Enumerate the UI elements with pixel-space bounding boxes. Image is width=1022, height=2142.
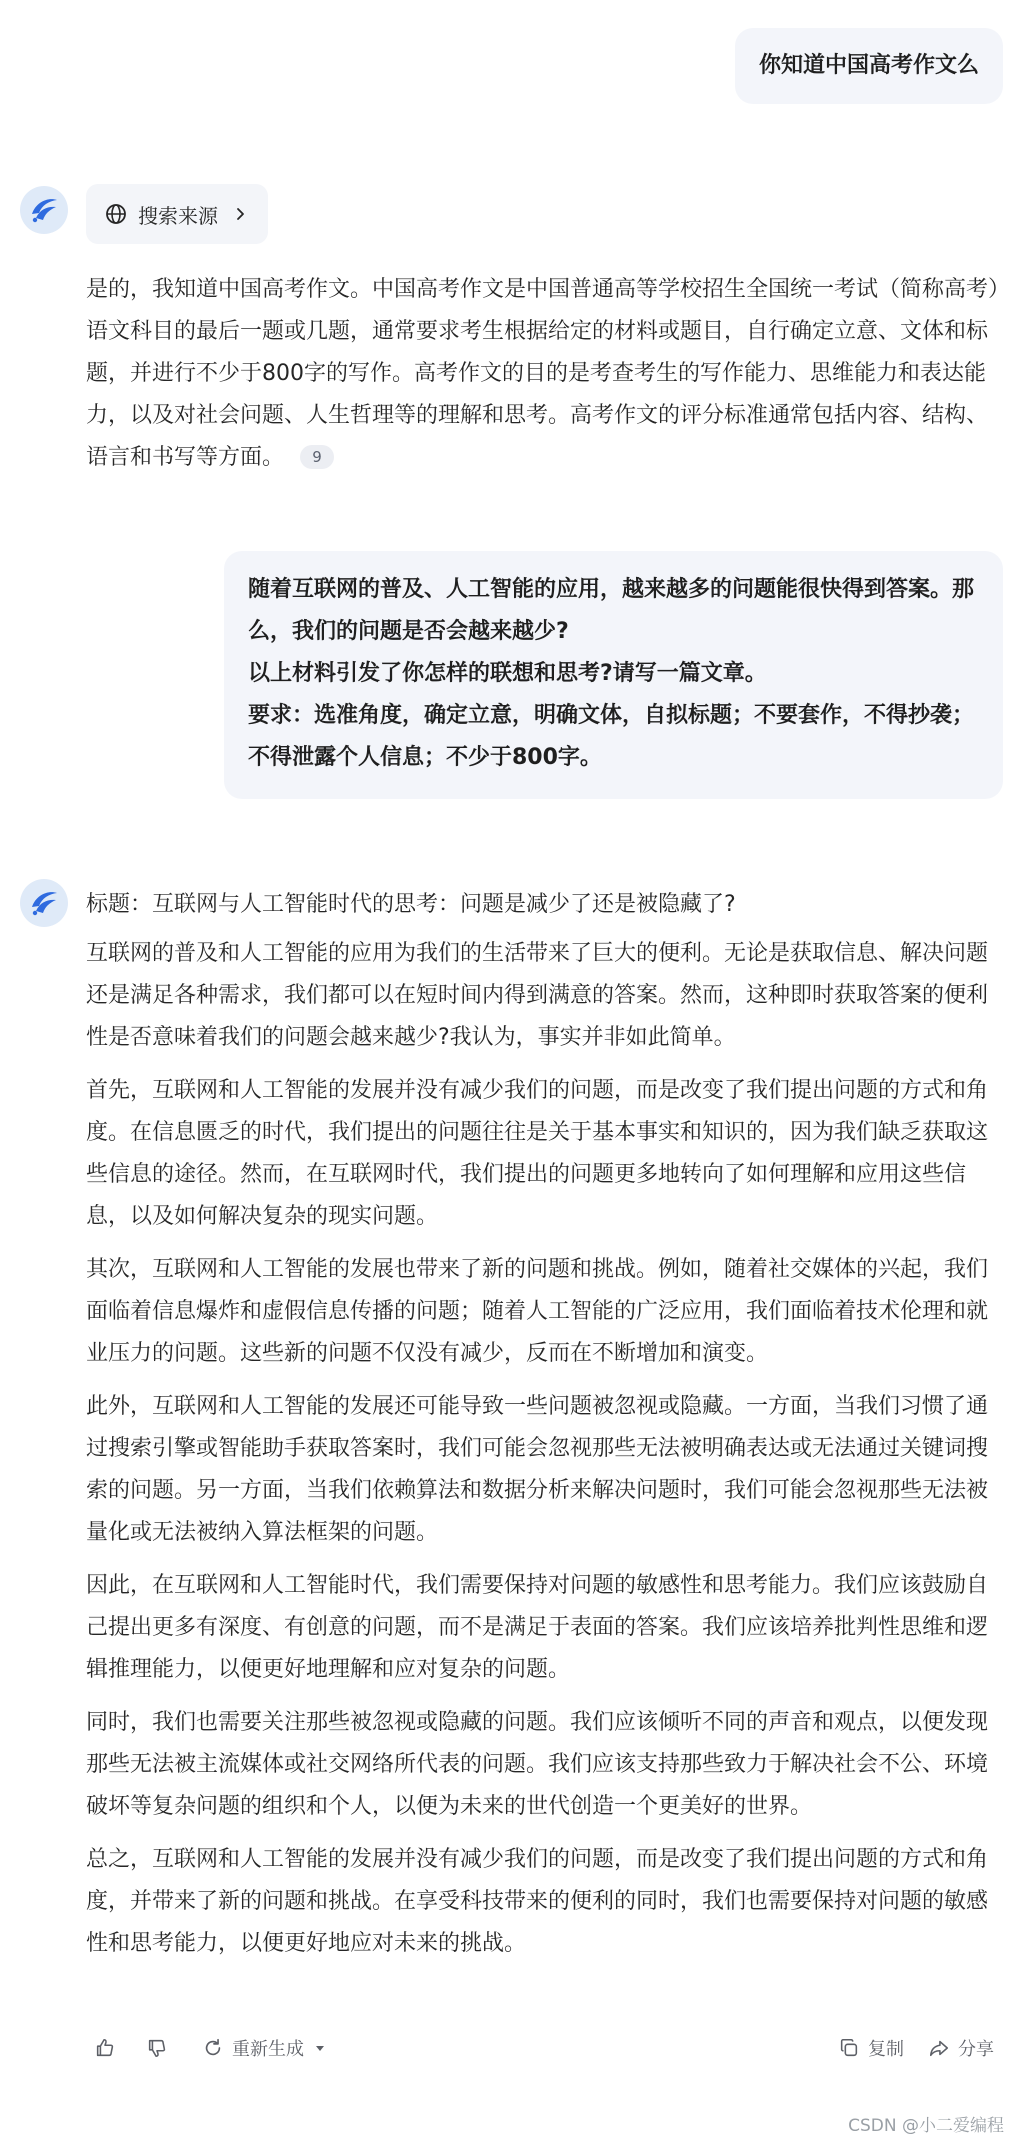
refresh-icon — [202, 2037, 224, 2059]
answer-text: 是的，我知道中国高考作文。中国高考作文是中国普通高等学校招生全国统一考试（简称高考）语文科目的最后一题或几题，通常要求考生根据给定的材料或题目，自行确定立意、文体和标题，并进行不少于800字的写作。高考作文的目的是考查考生的写作能力、思维能力和表达能力，以及对社会问题、人生哲理等的理解和思考。高考作文的评分标准通常包括内容、结构、语言和书写等方面。 — [86, 277, 1000, 470]
thumbs-down-icon — [146, 2037, 168, 2059]
essay-paragraph: 互联网的普及和人工智能的应用为我们的生活带来了巨大的便利。无论是获取信息、解决问题还是满足各种需求，我们都可以在短时间内得到满意的答案。然而，这种即时获取答案的便利性是否意味着我们的问题会越来越少?我认为，事实并非如此简单。 — [86, 941, 989, 1050]
user-message-text: 你知道中国高考作文么 — [758, 53, 979, 78]
chevron-right-icon — [232, 206, 248, 222]
like-button[interactable] — [94, 2028, 116, 2068]
essay-title: 标题：互联网与人工智能时代的思考：问题是减少了还是被隐藏了? — [86, 892, 736, 917]
caret-down-icon[interactable] — [314, 2042, 326, 2054]
regenerate-button[interactable] — [202, 2028, 334, 2068]
dislike-button[interactable] — [146, 2028, 168, 2068]
share-icon — [928, 2037, 950, 2059]
watermark-text: CSDN @小二爱编程 — [848, 2116, 1004, 2136]
reference-count-badge[interactable]: 9 — [300, 445, 334, 469]
essay-paragraph: 因此，在互联网和人工智能时代，我们需要保持对问题的敏感性和思考能力。我们应该鼓励自己提出更多有深度、有创意的问题，而不是满足于表面的答案。我们应该培养批判性思维和逻辑推理能力，以便更好地理解和应对复杂的问题。 — [86, 1573, 989, 1682]
assistant-avatar — [20, 879, 68, 927]
search-sources-button[interactable] — [86, 184, 268, 244]
user-message-bubble — [224, 551, 1003, 799]
copy-icon — [838, 2037, 860, 2059]
assistant-logo-icon — [27, 193, 61, 227]
regenerate-label: 重新生成 — [232, 2039, 304, 2060]
copy-button[interactable] — [838, 2028, 904, 2068]
user-message-line: 以上材料引发了你怎样的联想和思考?请写一篇文章。 — [248, 661, 767, 686]
share-label: 分享 — [958, 2039, 994, 2060]
essay-paragraph: 其次，互联网和人工智能的发展也带来了新的问题和挑战。例如，随着社交媒体的兴起，我们面临着信息爆炸和虚假信息传播的问题；随着人工智能的广泛应用，我们面临着技术伦理和就业压力的问题。这些新的问题不仅没有减少，反而在不断增加和演变。 — [86, 1257, 989, 1366]
essay-paragraph: 总之，互联网和人工智能的发展并没有减少我们的问题，而是改变了我们提出问题的方式和角度，并带来了新的问题和挑战。在享受科技带来的便利的同时，我们也需要保持对问题的敏感性和思考能力，以便更好地应对未来的挑战。 — [86, 1847, 989, 1956]
assistant-avatar — [20, 186, 68, 234]
message-action-bar — [86, 2028, 1004, 2068]
assistant-answer — [86, 269, 1004, 479]
essay-paragraph: 首先，互联网和人工智能的发展并没有减少我们的问题，而是改变了我们提出问题的方式和角度。在信息匮乏的时代，我们提出的问题往往是关于基本事实和知识的，因为我们缺乏获取这些信息的途径。然而，在互联网时代，我们提出的问题更多地转向了如何理解和应用这些信息，以及如何解决复杂的现实问题。 — [86, 1078, 989, 1229]
user-message-line: 要求：选准角度，确定立意，明确文体，自拟标题；不要套作，不得抄袭；不得泄露个人信息；不少于800字。 — [248, 703, 975, 770]
share-button[interactable] — [928, 2028, 994, 2068]
thumbs-up-icon — [94, 2037, 116, 2059]
essay-paragraph: 此外，互联网和人工智能的发展还可能导致一些问题被忽视或隐藏。一方面，当我们习惯了通过搜索引擎或智能助手获取答案时，我们可能会忽视那些无法被明确表达或无法通过关键词搜索的问题。另一方面，当我们依赖算法和数据分析来解决问题时，我们可能会忽视那些无法被量化或无法被纳入算法框架的问题。 — [86, 1394, 989, 1545]
user-message-bubble — [735, 28, 1003, 104]
globe-icon — [104, 202, 128, 226]
essay-paragraph: 同时，我们也需要关注那些被忽视或隐藏的问题。我们应该倾听不同的声音和观点，以便发现那些无法被主流媒体或社交网络所代表的问题。我们应该支持那些致力于解决社会不公、环境破坏等复杂问题的组织和个人，以便为未来的世代创造一个更美好的世界。 — [86, 1710, 989, 1819]
assistant-logo-icon — [27, 886, 61, 920]
assistant-answer — [86, 933, 1004, 1976]
search-sources-label: 搜索来源 — [138, 203, 218, 228]
user-message-line: 随着互联网的普及、人工智能的应用，越来越多的问题能很快得到答案。那么，我们的问题是否会越来越少? — [248, 577, 975, 644]
copy-label: 复制 — [868, 2039, 904, 2060]
